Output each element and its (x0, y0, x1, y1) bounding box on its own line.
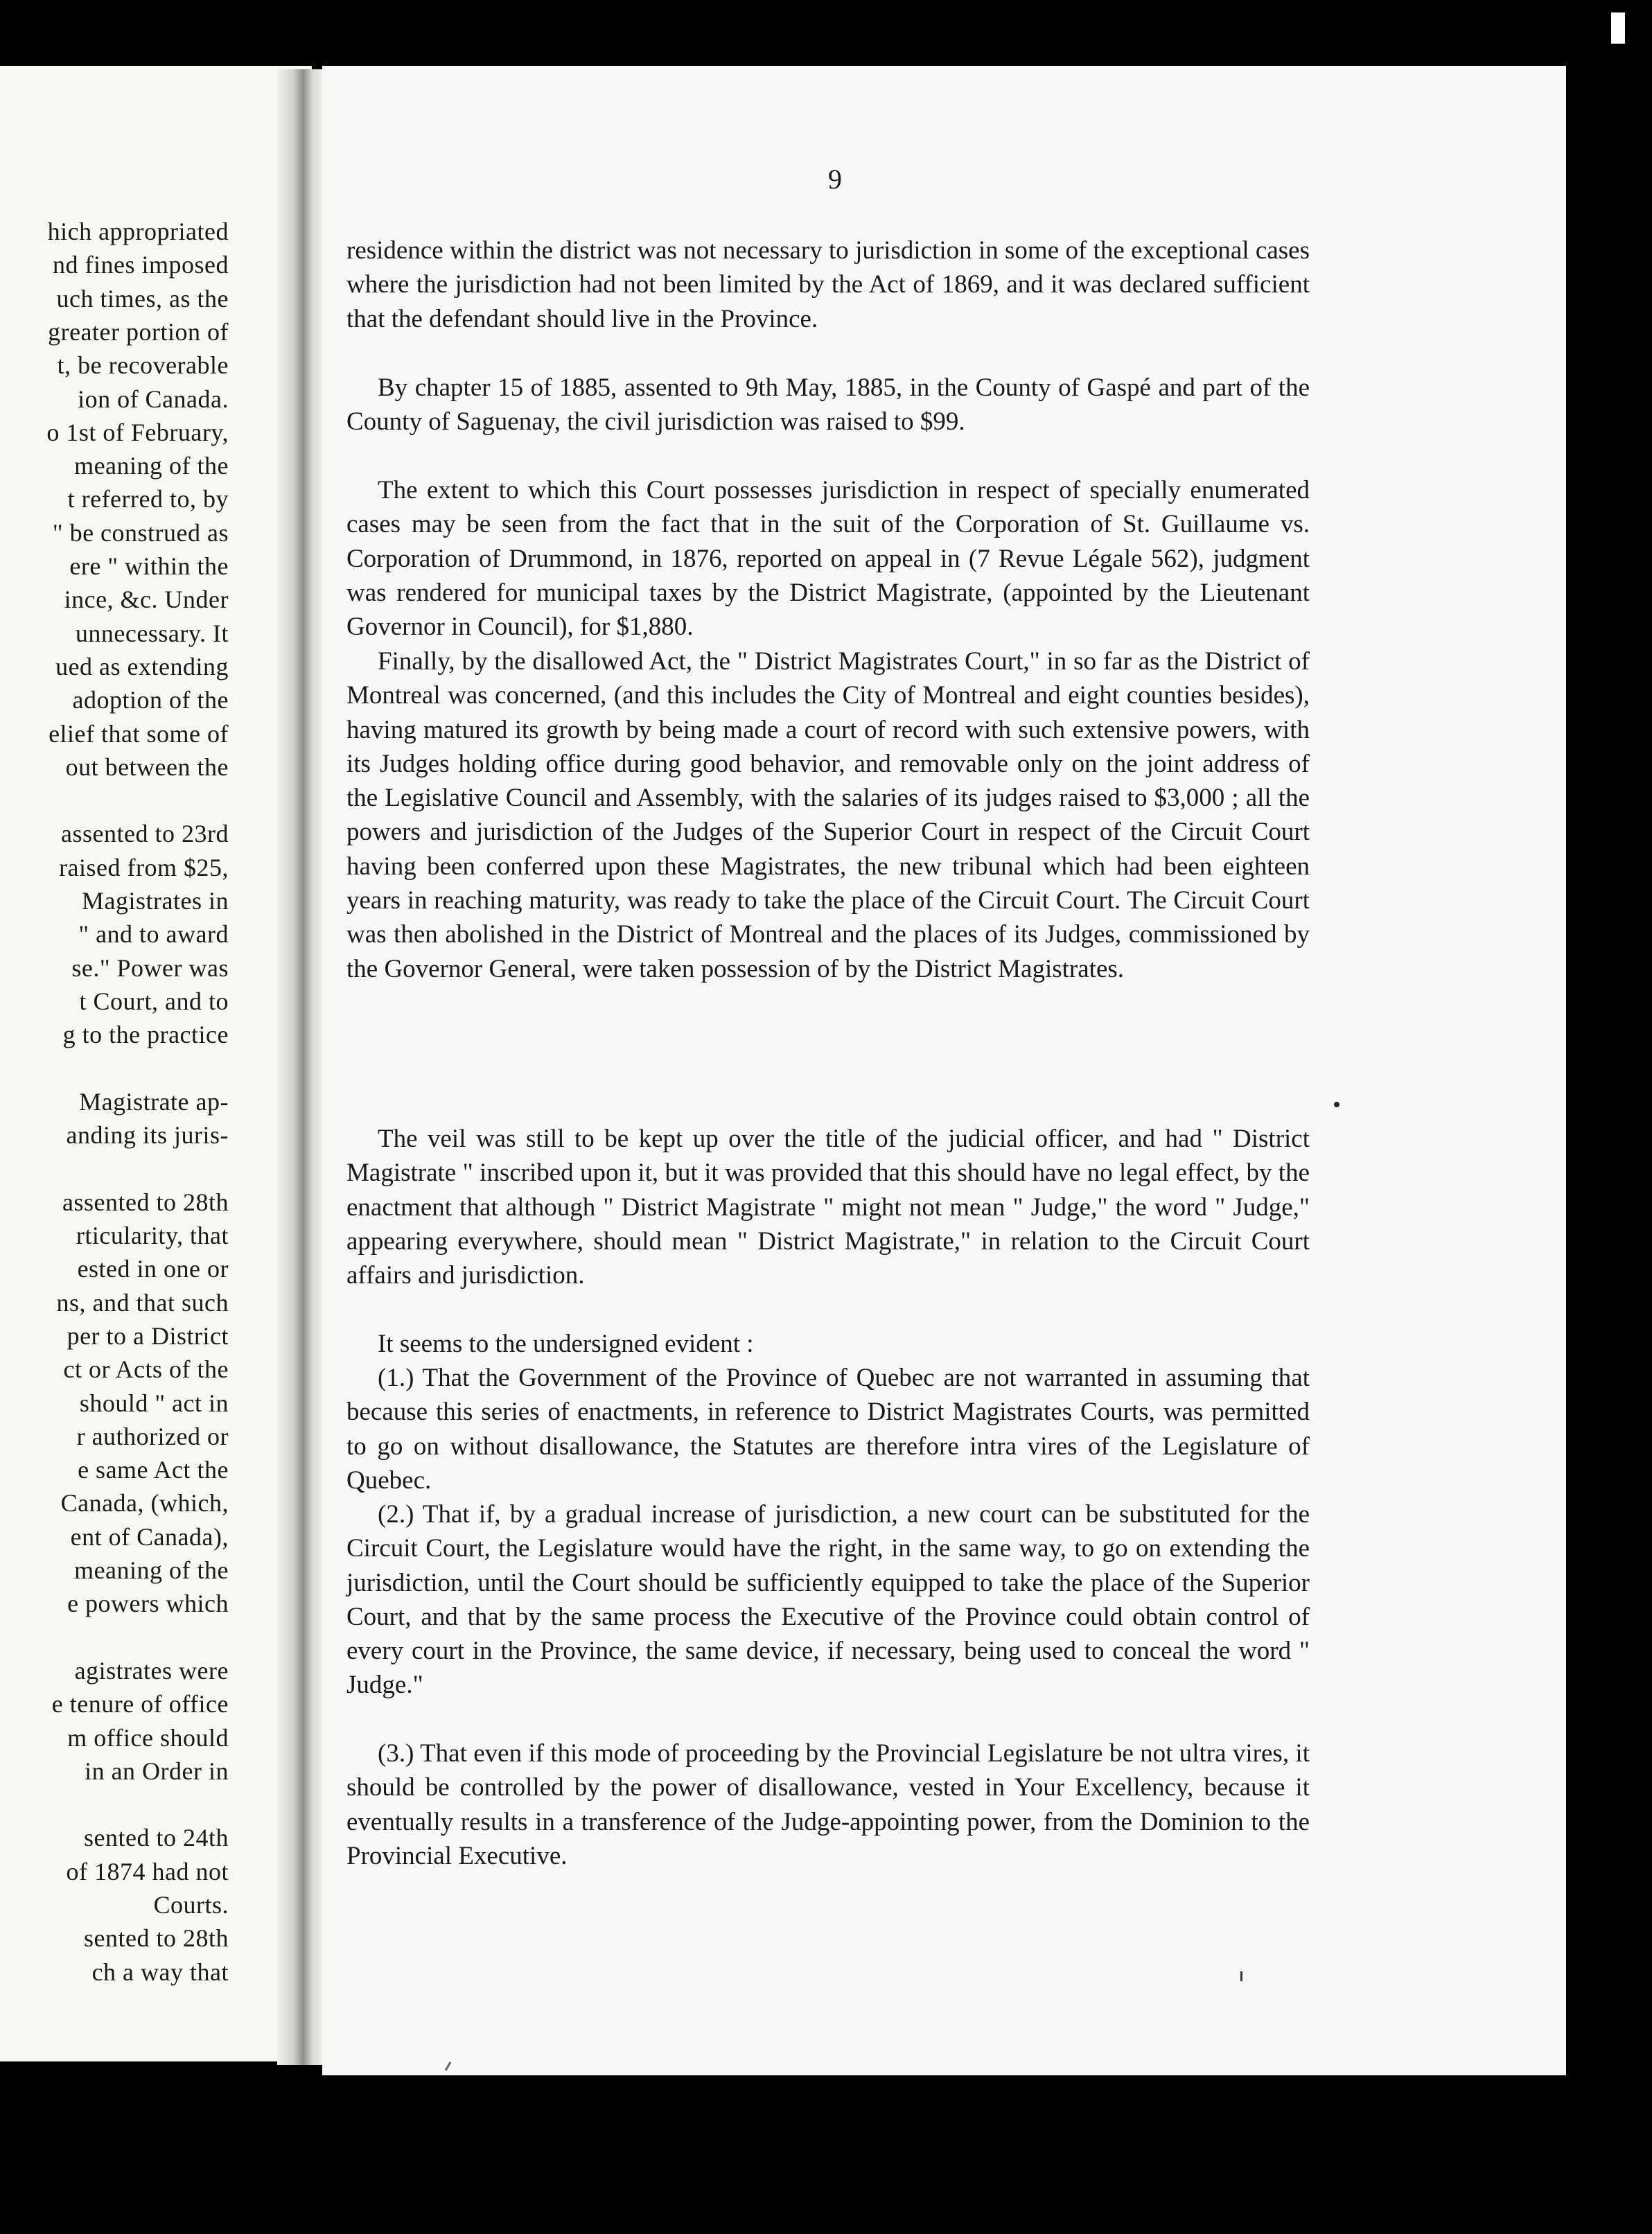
left-page-line: e same Act the (78, 1456, 229, 1484)
left-page-line: " and to award (78, 920, 229, 949)
paragraph-point-3: (3.) That even if this mode of proceeding by the Provincial Legislature be not ultra vires, it should be controlled by the power of disallowance, vested in Your Excellency, because it eventually results in a transference of the Judge-appointing power, from the Dominion to the Provincial Executive. (346, 1739, 1310, 1870)
ink-speck (1240, 1971, 1242, 1981)
left-page-line: agistrates were (74, 1656, 229, 1685)
paragraph-point-2: (2.) That if, by a gradual increase of jurisdiction, a new court can be substituted for the Circuit Court, the Legislature would have the right, in the same way, to go on extending the jurisdiction, until the Court should be sufficiently equipped to take the place of the Superior Court, and that by the same process the Executive of the Province could obtain control of every court in the Province, the same device, if necessary, being used to conceal the word " Judge." (346, 1500, 1310, 1700)
left-page-line: ch a way that (91, 1958, 229, 1986)
left-page-line: r authorized or (76, 1422, 229, 1450)
left-page-line: unnecessary. It (75, 619, 229, 647)
left-page-line: t Court, and to (79, 987, 229, 1015)
left-page-line: m office should (67, 1723, 229, 1752)
left-page-line: anding its juris- (66, 1121, 229, 1150)
left-page-line: meaning of the (74, 1556, 229, 1584)
paragraph-veil: The veil was still to be kept up over the title of the judicial officer, and had " District Magistrate " inscribed upon it, but it was provided that this should have no legal effect, by the enactment that although " District Magistrate " might not mean " Judge," the word " Judge," appearing everywhere, should mean " District Magistrate," in relation to the Circuit Court affairs and jurisdiction. (346, 1125, 1310, 1290)
left-page-line: of 1874 had not (66, 1857, 229, 1885)
left-page-line: e powers which (67, 1590, 229, 1618)
left-page-line: Magistrates in (82, 887, 229, 915)
ink-speck (1334, 1102, 1339, 1107)
left-page-line: rticularity, that (76, 1222, 229, 1249)
book-gutter (277, 69, 324, 2065)
left-page-line: ued as extending (55, 652, 229, 680)
paragraph-evident: It seems to the undersigned evident : (378, 1330, 754, 1358)
left-page-line: ct or Acts of the (63, 1355, 229, 1384)
left-page-line: ere " within the (69, 552, 229, 580)
page-number: 9 (828, 164, 842, 195)
left-page-line: se." Power was (71, 953, 229, 982)
left-page-line: g to the practice (62, 1021, 229, 1049)
left-page-line: assented to 23rd (61, 820, 229, 848)
paragraph-residence: residence within the district was not necessary to jurisdiction in some of the exceptional cases where the jurisdiction had not been limited by the Act of 1869, and it was declared sufficient that the defendant should live in the Province. (346, 236, 1310, 333)
left-page-line: sented to 24th (84, 1824, 229, 1852)
left-page-line: ested in one or (77, 1255, 229, 1283)
left-page-line: should " act in (79, 1389, 229, 1417)
left-page-line: uch times, as the (56, 284, 229, 313)
left-page-line: meaning of the (74, 452, 229, 480)
left-page-line: e tenure of office (51, 1690, 229, 1718)
left-page-line: Canada, (which, (60, 1489, 229, 1518)
left-page-line: out between the (65, 753, 229, 781)
left-facing-page (0, 66, 312, 2061)
left-page-line: " be construed as (52, 518, 229, 547)
paragraph-finally: Finally, by the disallowed Act, the " District Magistrates Court," in so far as the District of Montreal was concerned, (and this includes the City of Montreal and eight counties besides), having matured its growth by being made a court of record with such extensive powers, with its Judges holding office during good behavior, and removable only on the joint address of the Legislative Council and Assembly, with the salaries of its judges raised to $3,000 ; all the powers and jurisdiction of the Judges of the Superior Court in respect of the Circuit Court having been conferred upon these Magistrates, the new tribunal which had been eighteen years in reaching maturity, was ready to take the place of the Circuit Court. The Circuit Court was then abolished in the District of Montreal and the places of its Judges, commissioned by the Governor General, were taken possession of by the District Magistrates. (346, 647, 1310, 983)
left-page-line: t, be recoverable (57, 351, 229, 380)
paragraph-extent: The extent to which this Court possesses jurisdiction in respect of specially enumerated cases may be seen from the fact that in the suit of the Corporation of St. Guillaume vs. Corporation of Drummond, in 1876, reported on appeal in (7 Revue Légale 562), judgment was rendered for municipal taxes by the District Magistrate, (appointed by the Lieutenant Governor in Council), for $1,880. (346, 476, 1310, 642)
left-page-line: ns, and that such (56, 1288, 229, 1317)
paragraph-point-1: (1.) That the Government of the Province of Quebec are not warranted in assuming that because this series of enactments, in reference to District Magistrates Courts, was permitted to go on without disallowance, the Statutes are therefore intra vires of the Legislature of Quebec. (346, 1364, 1310, 1495)
left-page-line: in an Order in (85, 1757, 229, 1785)
left-page-line: t referred to, by (67, 485, 229, 513)
left-page-line: adoption of the (72, 686, 229, 714)
left-page-line: sented to 28th (84, 1924, 229, 1953)
left-page-line: raised from $25, (59, 853, 229, 881)
paragraph-chapter-15: By chapter 15 of 1885, assented to 9th May, 1885, in the County of Gaspé and part of the County of Saguenay, the civil jurisdiction was raised to $99. (346, 373, 1310, 437)
left-page-line: hich appropriated (47, 218, 229, 245)
left-page-line: o 1st of February, (46, 418, 229, 446)
left-page-line: assented to 28th (62, 1188, 229, 1216)
left-page-line: elief that some of (49, 719, 229, 748)
left-page-line: ent of Canada), (70, 1522, 229, 1551)
ink-speck (445, 2061, 452, 2071)
left-page-line: nd fines imposed (53, 251, 229, 279)
left-page-line: Courts. (153, 1891, 229, 1919)
left-page-line: ince, &c. Under (64, 586, 229, 614)
right-page (322, 66, 1566, 2075)
left-page-line: greater portion of (48, 317, 229, 346)
left-page-line: ion of Canada. (78, 385, 229, 413)
scan-edge-mark (1611, 12, 1625, 44)
left-page-line: Magistrate ap- (79, 1087, 229, 1116)
left-page-line: per to a District (67, 1321, 229, 1350)
